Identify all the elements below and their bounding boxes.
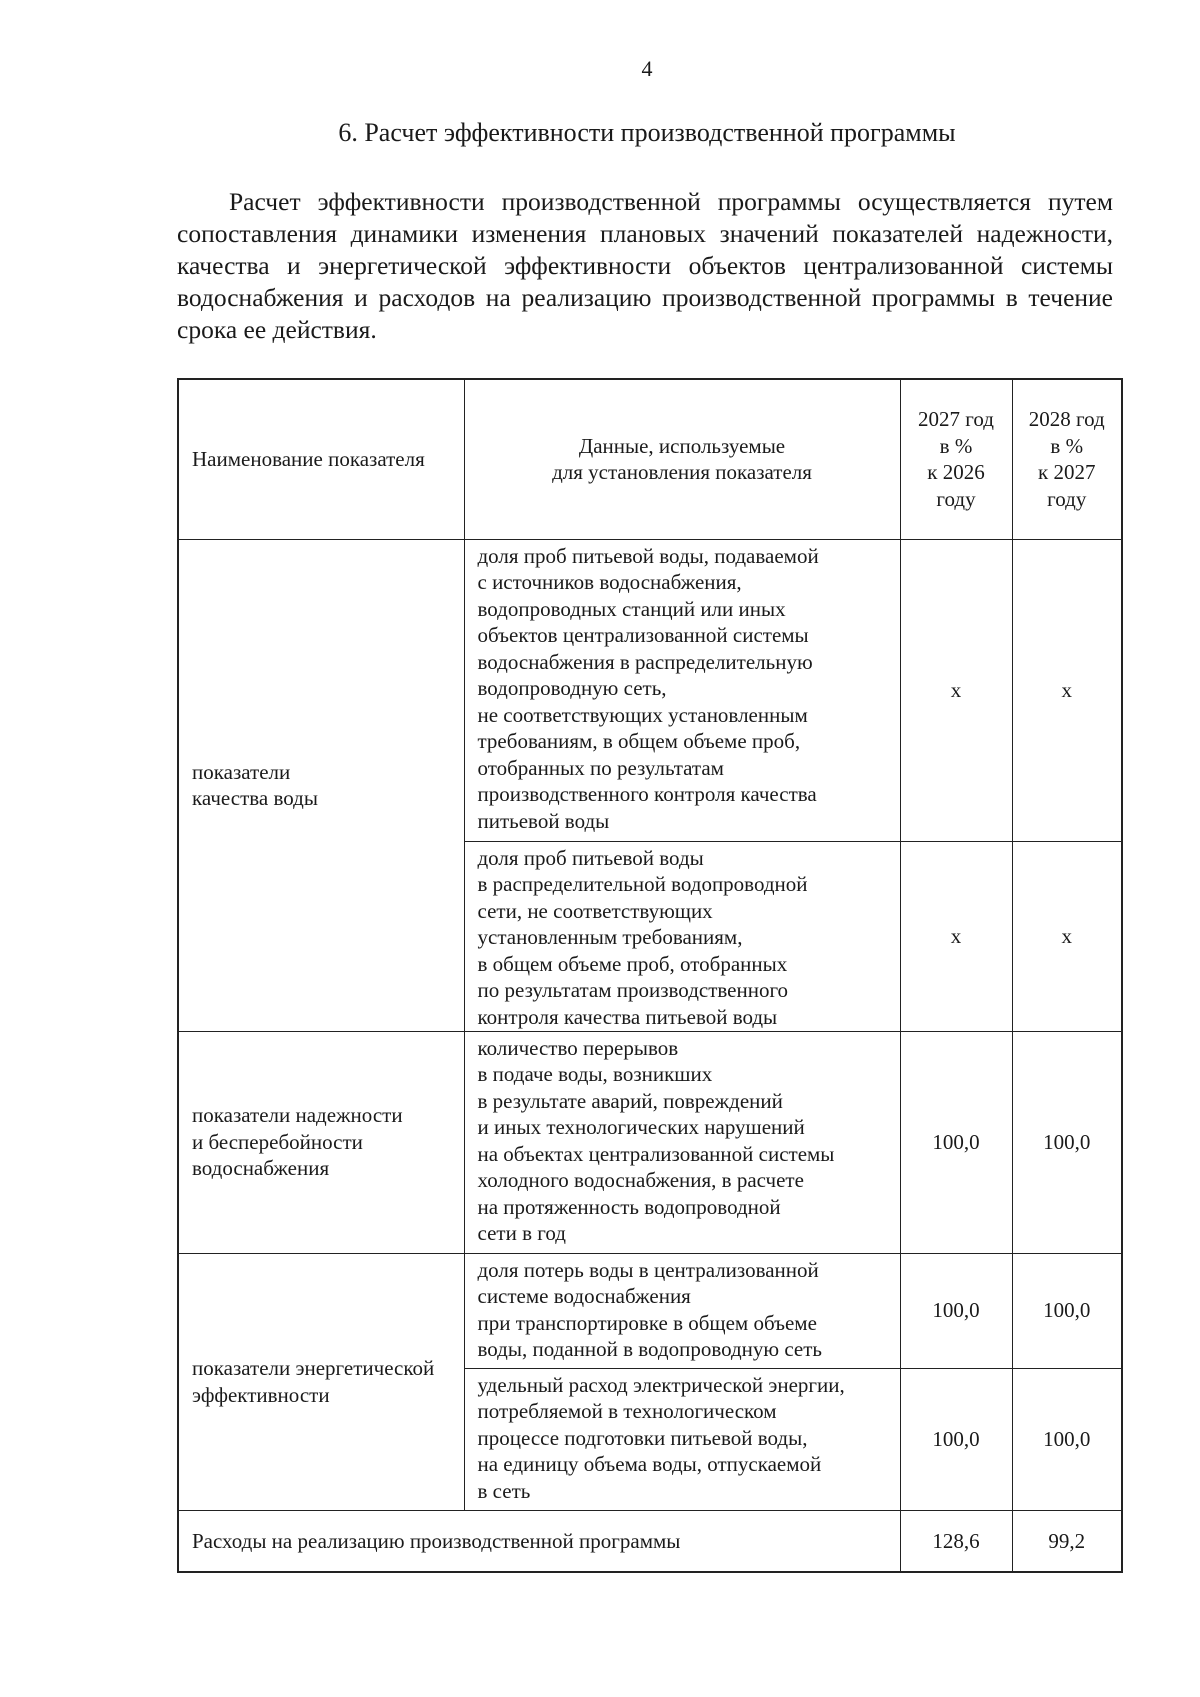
page-number: 4 [641,56,653,81]
section-title: 6. Расчет эффективности производственной программы [338,118,956,147]
footer-value-2028: 99,2 [1012,1510,1122,1572]
row-value-2028: 100,0 [1012,1368,1122,1510]
header-data: Данные, используемые для установления показателя [464,379,900,539]
group-name-quality: показатели качества воды [178,539,464,1031]
row-value-2027: x [900,841,1012,1031]
footer-value-2027: 128,6 [900,1510,1012,1572]
row-value-2027: 100,0 [900,1031,1012,1253]
row-value-2027: x [900,539,1012,841]
group-name-reliability: показатели надежности и бесперебойности водоснабжения [178,1031,464,1253]
row-value-2027: 100,0 [900,1253,1012,1368]
row-value-2028: 100,0 [1012,1253,1122,1368]
table-row [178,539,1122,841]
footer-label: Расходы на реализацию производственной программы [178,1510,900,1572]
row-value-2027: 100,0 [900,1368,1012,1510]
row-data: доля потерь воды в централизованной системе водоснабжения при транспортировке в общем объеме воды, поданной в водопроводную сеть [464,1253,900,1368]
header-year-2028: 2028 год в % к 2027 году [1012,379,1122,539]
header-year-2027: 2027 год в % к 2026 году [900,379,1012,539]
row-data: доля проб питьевой воды, подаваемой с источников водоснабжения, водопроводных станций или иных объектов централизованной системы водоснабжения в распределительную водопроводную сеть, не соответствующих установленным требованиям, в общем объеме проб, отобранных по результатам производственного контроля качества питьевой воды [464,539,900,841]
row-data: количество перерывов в подаче воды, возникших в результате аварий, повреждений и иных технологических нарушений на объектах централизованной системы холодного водоснабжения, в расчете на протяженность водопроводной сети в год [464,1031,900,1253]
row-data: удельный расход электрической энергии, потребляемой в технологическом процессе подготовки питьевой воды, на единицу объема воды, отпускаемой в сеть [464,1368,900,1510]
table-footer-row [178,1510,1122,1572]
table-header-row [178,379,1122,539]
header-name: Наименование показателя [178,379,464,539]
table-row [178,1031,1122,1253]
row-data: доля проб питьевой воды в распределительной водопроводной сети, не соответствующих установленным требованиям, в общем объеме проб, отобранных по результатам производственного контроля качества питьевой воды [464,841,900,1031]
table-row [178,1253,1122,1368]
intro-paragraph: Расчет эффективности производственной программы осуществляется путем сопоставления динамики изменения плановых значений показателей надежности, качества и энергетической эффективности объектов централизованной системы водоснабжения и расходов на реализацию производственной программы в течение срока ее действия. [177,187,1113,344]
efficiency-table [177,378,1123,1573]
row-value-2028: x [1012,539,1122,841]
row-value-2028: x [1012,841,1122,1031]
row-value-2028: 100,0 [1012,1031,1122,1253]
group-name-energy: показатели энергетической эффективности [178,1253,464,1510]
